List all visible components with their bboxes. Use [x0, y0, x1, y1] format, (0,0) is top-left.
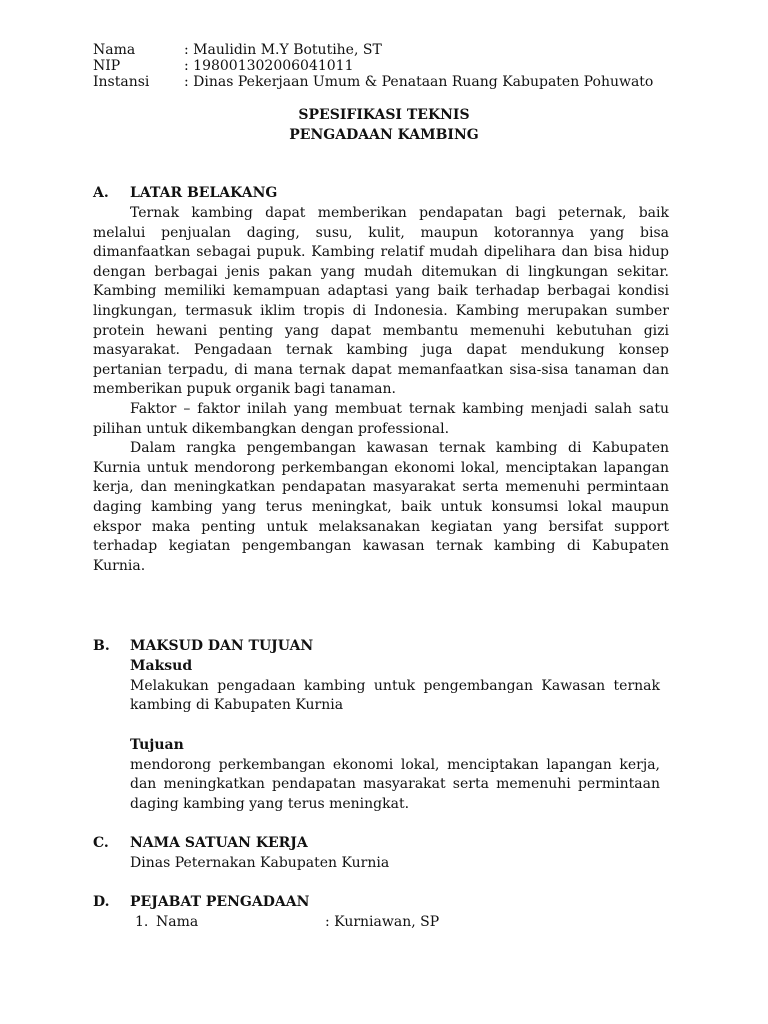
header-row-instansi — [93, 74, 653, 90]
section-letter: B. — [93, 638, 110, 654]
header-value: : Dinas Pekerjaan Umum & Penataan Ruang Kabupaten Pohuwato — [184, 74, 654, 90]
header-label: NIP — [93, 58, 121, 74]
maksud-text: Melakukan pengadaan kambing untuk pengembangan Kawasan ternak kambing di Kabupaten Kurnia — [130, 677, 660, 714]
document-header — [93, 42, 653, 90]
pejabat-value: : Kurniawan, SP — [325, 914, 440, 930]
paragraph: Faktor – faktor inilah yang membuat ternak kambing menjadi salah satu pilihan untuk dikembangkan dengan professional. — [93, 400, 669, 437]
section-title: MAKSUD DAN TUJUAN — [130, 638, 314, 654]
header-label: Nama — [93, 42, 136, 58]
pejabat-label: Nama — [156, 914, 199, 930]
header-value: : Maulidin M.Y Botutihe, ST — [184, 42, 382, 58]
tujuan-block — [130, 736, 660, 814]
maksud-title: Maksud — [130, 658, 193, 674]
section-title: LATAR BELAKANG — [130, 185, 278, 201]
document-title: SPESIFIKASI TEKNIS — [298, 107, 470, 123]
tujuan-title: Tujuan — [130, 737, 184, 753]
satuan-kerja-text: Dinas Peternakan Kabupaten Kurnia — [130, 855, 390, 871]
section-title: NAMA SATUAN KERJA — [130, 835, 308, 851]
list-number: 1. — [135, 914, 149, 930]
header-label: Instansi — [93, 74, 150, 90]
section-letter: D. — [93, 894, 110, 910]
header-row-nip — [93, 58, 653, 74]
maksud-block — [130, 657, 660, 716]
header-row-nama — [93, 42, 653, 58]
section-letter: A. — [93, 185, 109, 201]
paragraph: Dalam rangka pengembangan kawasan ternak kambing di Kabupaten Kurnia untuk mendorong perkembangan ekonomi lokal, menciptakan lapangan kerja, dan meningkatkan pendapatan masyarakat serta memenuhi permintaan daging kambing yang terus meningkat, baik untuk konsumsi lokal maupun ekspor maka penting untuk melaksanakan kegiatan yang bersifat support terhadap kegiatan pengembangan kawasan ternak kambing di Kabupaten Kurnia. — [93, 440, 669, 574]
section-title: PEJABAT PENGADAAN — [130, 894, 310, 910]
section-letter: C. — [93, 835, 109, 851]
tujuan-text: mendorong perkembangan ekonomi lokal, menciptakan lapangan kerja, dan meningkatkan pendapatan masyarakat serta memenuhi permintaan daging kambing yang terus meningkat. — [130, 756, 660, 812]
section-a-body — [93, 204, 669, 576]
document-subtitle: PENGADAAN KAMBING — [289, 127, 479, 143]
paragraph: Ternak kambing dapat memberikan pendapatan bagi peternak, baik melalui penjualan daging, susu, kulit, maupun kotorannya yang bisa dimanfaatkan sebagai pupuk. Kambing relatif mudah dipelihara dan bisa hidup dengan berbagai jenis pakan yang mudah ditemukan di lingkungan sekitar. Kambing memiliki kemampuan adaptasi yang baik terhadap berbagai kondisi lingkungan, termasuk iklim tropis di Indonesia. Kambing merupakan sumber protein hewani penting yang dapat membantu memenuhi kebutuhan gizi masyarakat. Pengadaan ternak kambing juga dapat mendukung konsep pertanian terpadu, di mana ternak dapat memanfaatkan sisa-sisa tanaman dan memberikan pupuk organik bagi tanaman. — [93, 205, 669, 398]
header-value: : 198001302006041011 — [184, 58, 354, 74]
